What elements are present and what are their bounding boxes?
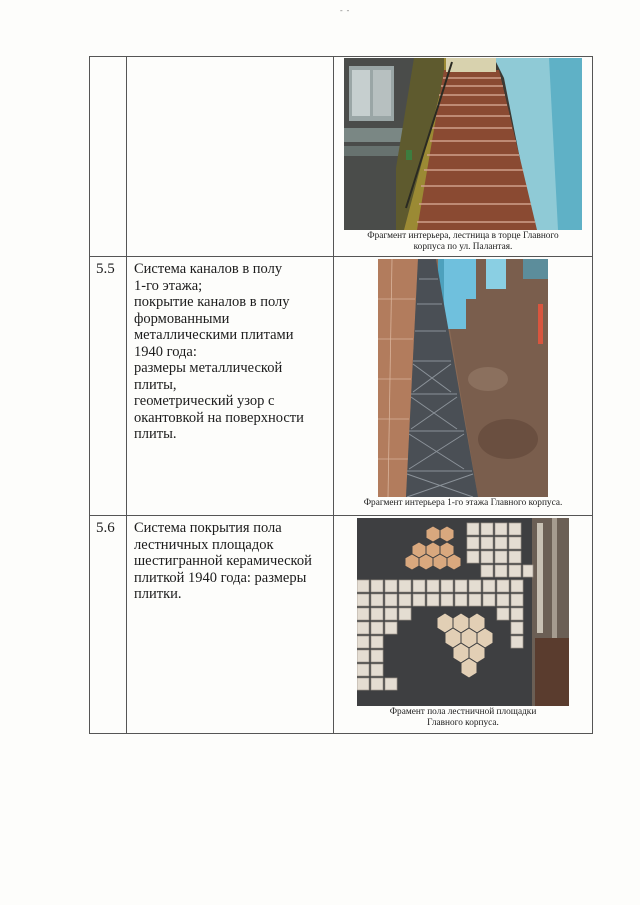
row-description: Система каналов в полу 1-го этажа; покрытие каналов в полу формованными металлическими плитами 1940 года: размеры металлической плиты, геометрический узор с окантовкой на поверхности плиты. [127,257,334,516]
row-number [90,57,127,257]
floor-channel-photo [363,259,563,511]
page-header-mark: - - [340,6,351,15]
table-row [90,257,593,516]
photo-cell [334,57,593,257]
photo-caption: Фрагмент интерьера 1-го этажа Главного корпуса. [363,498,563,508]
photo-cell [334,257,593,516]
row-description: Система покрытия пола лестничных площадок шестигранной керамической плиткой 1940 года: размеры плитки. [127,516,334,734]
row-number: 5.6 [90,516,127,734]
heritage-table [89,56,593,734]
row-number: 5.5 [90,257,127,516]
table-row [90,516,593,734]
table-row [90,57,593,257]
photo-caption: Фрагмент интерьера, лестница в торце Главного корпуса по ул. Палантая. [367,231,559,252]
photo-caption: Фрамент пола лестничной площадки Главного корпуса. [389,707,537,728]
staircase-photo [344,58,582,255]
photo-cell [334,516,593,734]
row-description [127,57,334,257]
hex-tile-photo [357,518,569,731]
